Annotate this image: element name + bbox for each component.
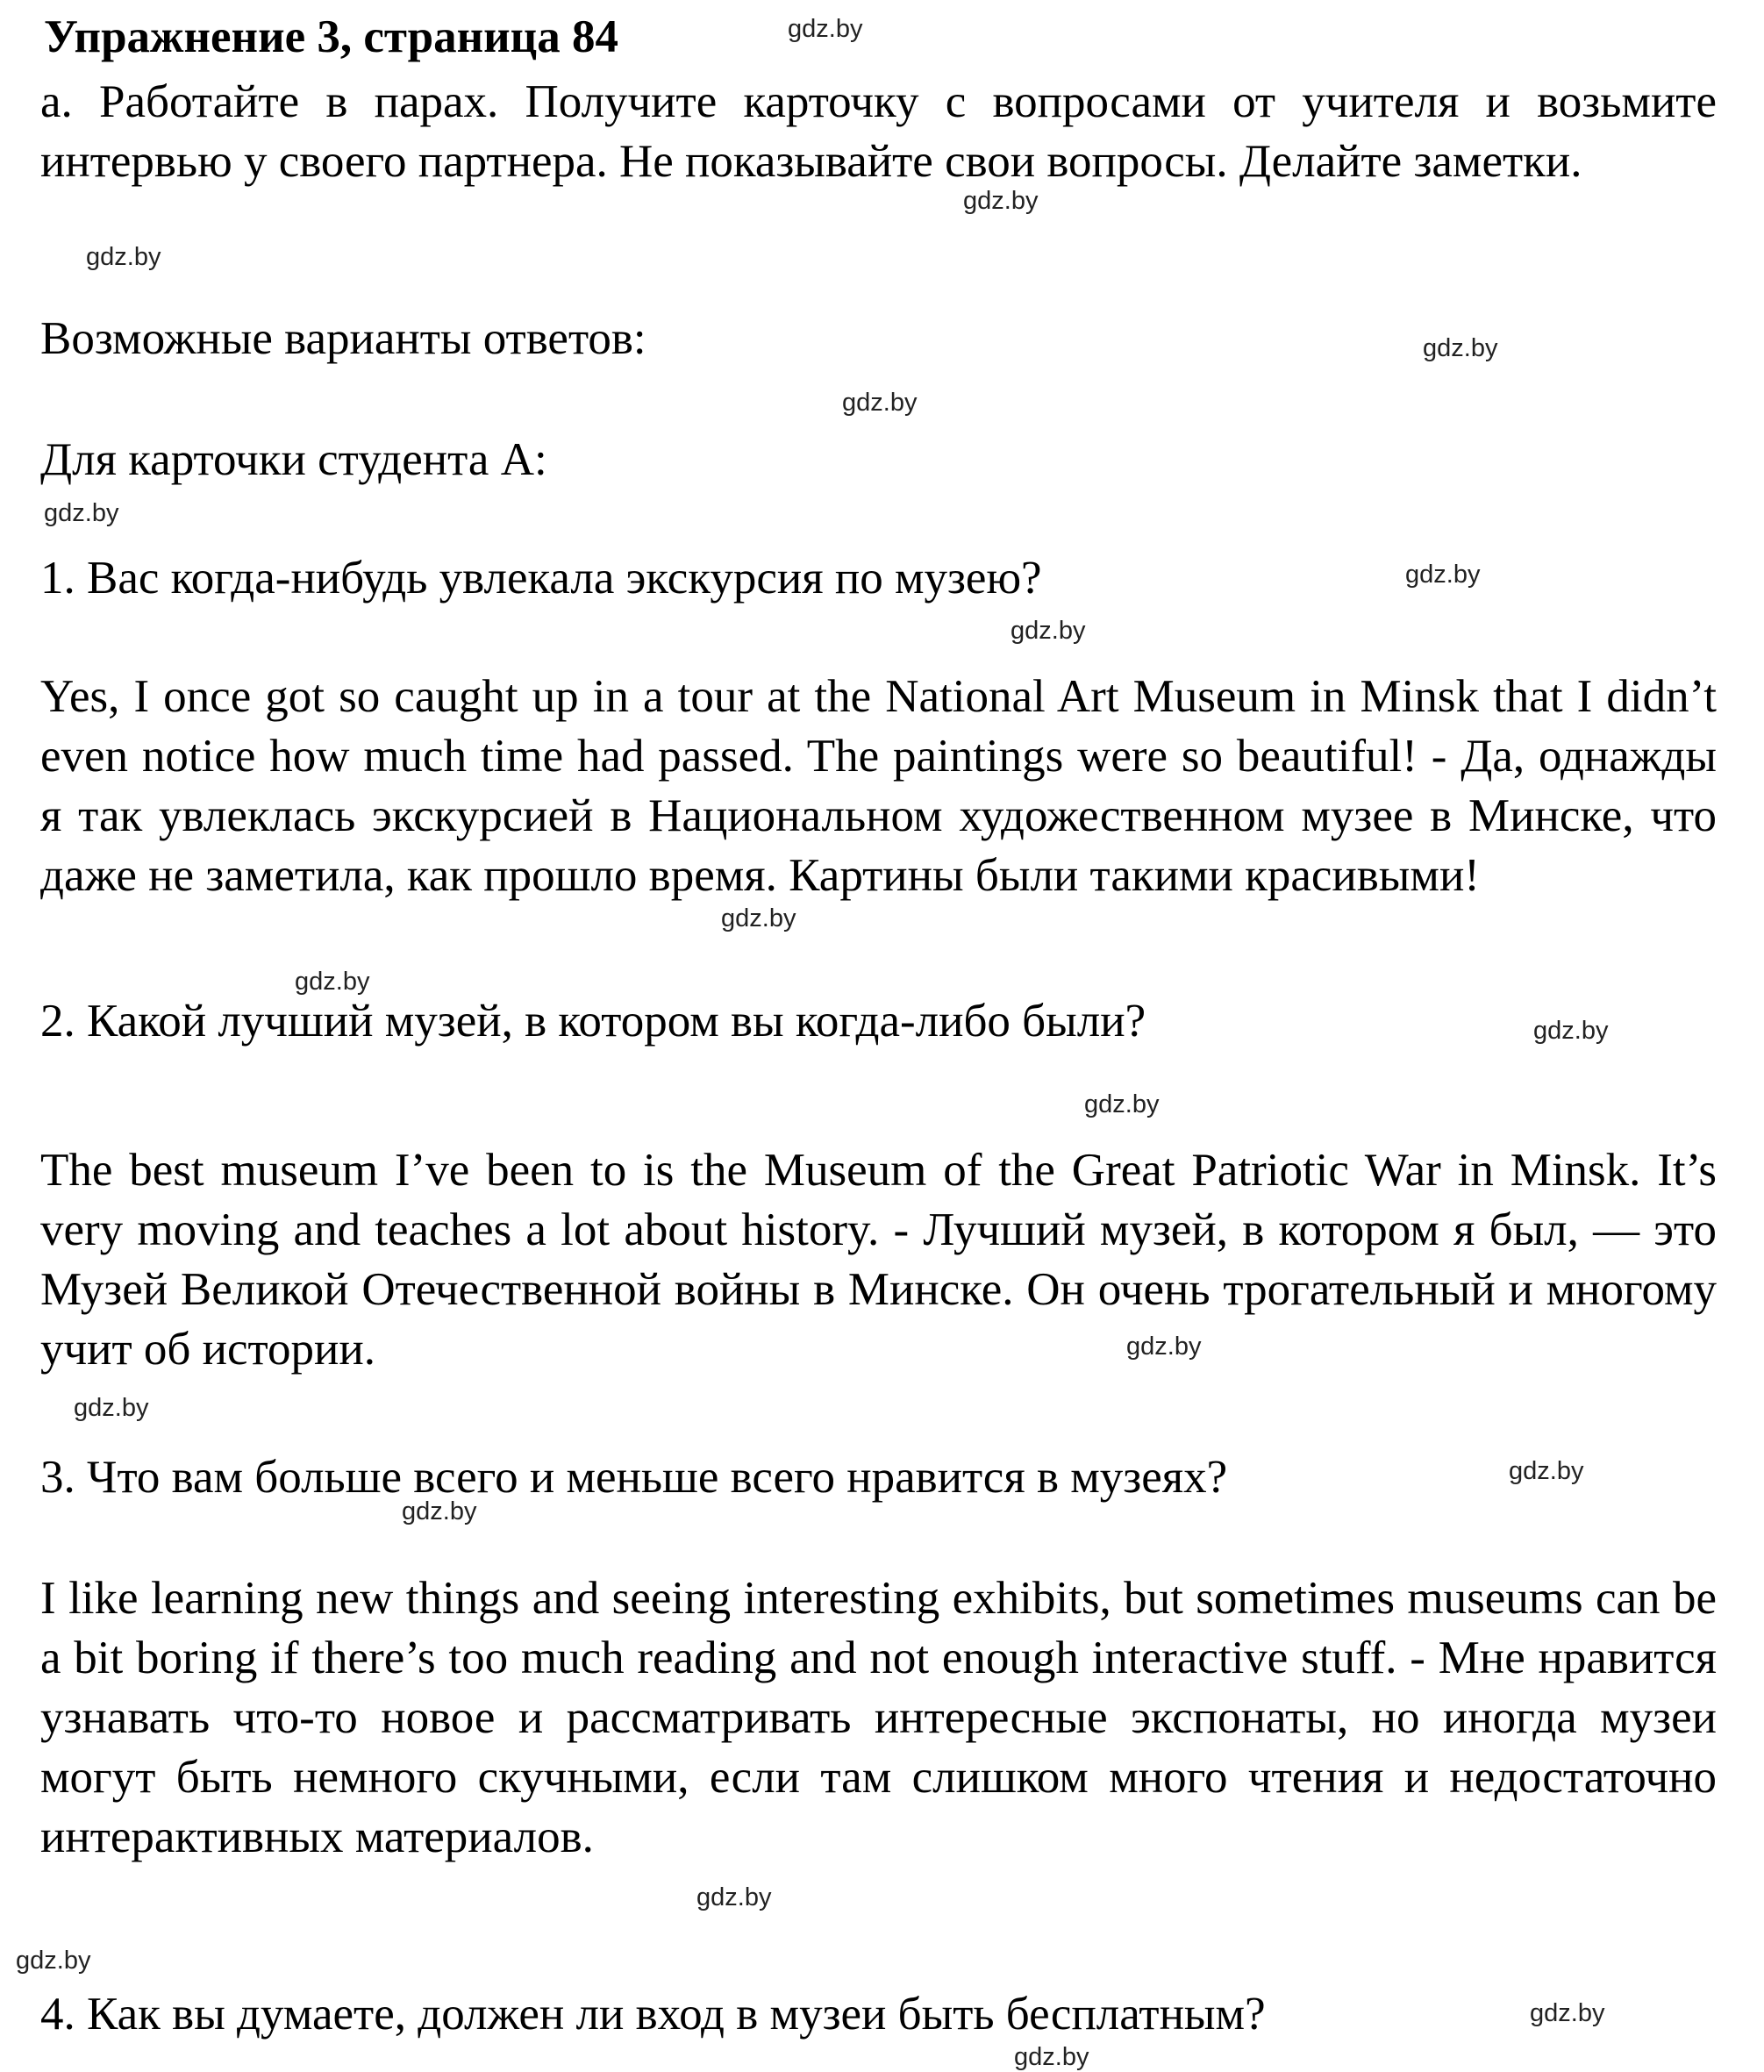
card-label: Для карточки студента А: xyxy=(40,434,547,485)
task-instructions: a. Работайте в парах. Получите карточку с вопросами от учителя и возьмите интервью у своего партнера. Не показывайте свои вопросы. Делайте заметки. xyxy=(40,76,1717,187)
watermark: gdz.by xyxy=(842,389,918,417)
watermark: gdz.by xyxy=(1126,1333,1202,1361)
possible-answers-label: Возможные варианты ответов: xyxy=(40,313,646,364)
watermark: gdz.by xyxy=(295,968,370,996)
watermark: gdz.by xyxy=(721,904,796,932)
page-title: Упражнение 3, страница 84 xyxy=(44,11,618,62)
watermark: gdz.by xyxy=(1533,1017,1609,1045)
watermark: gdz.by xyxy=(1405,561,1481,589)
watermark: gdz.by xyxy=(74,1394,149,1422)
watermark: gdz.by xyxy=(1084,1090,1160,1118)
watermark: gdz.by xyxy=(1530,1999,1605,2027)
question-4: 4. Как вы думаете, должен ли вход в музеи быть бесплатным? xyxy=(40,1989,1266,2040)
watermark: gdz.by xyxy=(788,15,863,43)
watermark: gdz.by xyxy=(402,1497,477,1525)
watermark: gdz.by xyxy=(1014,2043,1089,2071)
answer-2: The best museum I’ve been to is the Museum of the Great Patriotic War in Minsk. It’s very moving and teaches a lot about history. - Лучший музей, в котором я был, — это Музей Великой Отечественной войны в Минске. Он очень трогательный и многому учит об истории. xyxy=(40,1145,1717,1375)
watermark: gdz.by xyxy=(44,499,119,527)
watermark: gdz.by xyxy=(86,243,161,271)
watermark: gdz.by xyxy=(1423,334,1498,362)
watermark: gdz.by xyxy=(696,1883,772,1911)
question-2: 2. Какой лучший музей, в котором вы когда-либо были? xyxy=(40,996,1146,1047)
answer-3: I like learning new things and seeing interesting exhibits, but sometimes museums can be a bit boring if there’s too much reading and not enough interactive stuff. - Мне нравится узнавать что-то новое и рассматривать интересные экспонаты, но иногда музеи могут быть немного скучными, если там слишком много чтения и недостаточно интерактивных материалов. xyxy=(40,1573,1717,1862)
question-1: 1. Вас когда-нибудь увлекала экскурсия по музею? xyxy=(40,553,1042,604)
answer-1: Yes, I once got so caught up in a tour at the National Art Museum in Minsk that I didn’t even notice how much time had passed. The paintings were so beautiful! - Да, однажды я так увлеклась экскурсией в Национальном художественном музее в Минске, что даже не заметила, как прошло время. Картины были такими красивыми! xyxy=(40,671,1717,901)
watermark: gdz.by xyxy=(16,1947,91,1975)
question-3: 3. Что вам больше всего и меньше всего нравится в музеях? xyxy=(40,1452,1228,1503)
watermark: gdz.by xyxy=(1011,617,1086,645)
watermark: gdz.by xyxy=(1509,1457,1584,1485)
watermark: gdz.by xyxy=(963,187,1039,215)
